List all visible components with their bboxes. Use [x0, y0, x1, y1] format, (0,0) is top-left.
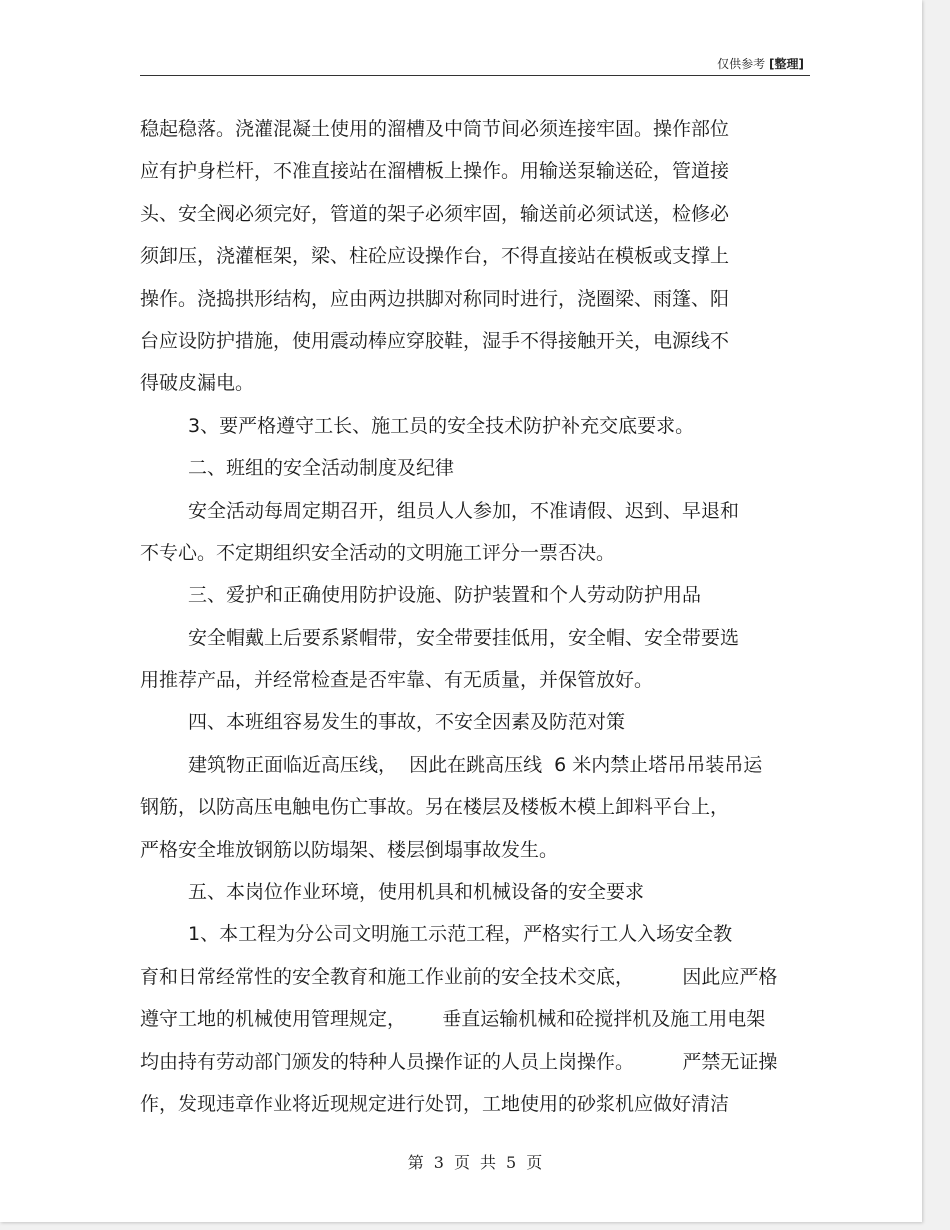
text-line: 不专心。不定期组织安全活动的文明施工评分一票否决。 — [140, 541, 616, 564]
text-line: 育和日常经常性的安全教育和施工作业前的安全技术交底， 因此应严格 — [140, 965, 778, 988]
text-line: 头、安全阀必须完好，管道的架子必须牢固，输送前必须试送，检修必 — [140, 202, 730, 225]
text-line: 建筑物正面临近高压线， 因此在跳高压线 6 米内禁止塔吊吊装吊运 — [188, 753, 763, 776]
text-line: 3、要严格遵守工长、施工员的安全技术防护补充交底要求。 — [188, 414, 695, 437]
footer-total-word: 共 — [480, 1153, 497, 1172]
text-line: 稳起稳落。浇灌混凝土使用的溜槽及中筒节间必须连接牢固。操作部位 — [140, 118, 730, 140]
text-line: 四、本班组容易发生的事故，不安全因素及防范对策 — [188, 711, 626, 734]
header-divider — [140, 75, 810, 76]
text-line: 用推荐产品，并经常检查是否牢靠、有无质量，并保管放好。 — [140, 669, 654, 692]
text-line: 1、本工程为分公司文明施工示范工程，严格实行工人入场安全教 — [188, 923, 733, 946]
text-line: 遵守工地的机械使用管理规定， 垂直运输机械和砼搅拌机及施工用电架 — [140, 1008, 766, 1031]
text-line: 得破皮漏电。 — [140, 372, 255, 395]
footer-page-word: 页 — [453, 1153, 470, 1172]
footer-current-page: 3 — [433, 1153, 444, 1172]
header-tag: [整理] — [769, 57, 804, 71]
text-line: 作，发现违章作业将近现规定进行处罚，工地使用的砂浆机应做好清洁 — [140, 1092, 730, 1115]
text-line: 五、本岗位作业环境，使用机具和机械设备的安全要求 — [188, 881, 645, 904]
text-line: 应有护身栏杆，不准直接站在溜槽板上操作。用输送泵输送砼，管道接 — [140, 160, 730, 183]
text-line: 安全帽戴上后要系紧帽带，安全带要挂低用，安全帽、安全带要选 — [188, 626, 740, 649]
text-line: 二、班组的安全活动制度及纪律 — [188, 457, 455, 480]
footer-total-pages: 5 — [506, 1153, 517, 1172]
document-body — [140, 108, 820, 1125]
text-line: 钢筋，以防高压电触电伤亡事故。另在楼层及楼板木模上卸料平台上， — [140, 796, 730, 819]
footer-prefix: 第 — [407, 1153, 424, 1172]
text-line: 安全活动每周定期召开，组员人人参加，不准请假、迟到、早退和 — [188, 499, 740, 522]
page-footer — [0, 1150, 950, 1173]
text-line: 操作。浇捣拱形结构，应由两边拱脚对称同时进行，浇圈梁、雨篷、阳 — [140, 287, 730, 310]
page-header — [717, 55, 804, 72]
text-line: 严格安全堆放钢筋以防塌架、楼层倒塌事故发生。 — [140, 838, 559, 861]
footer-suffix: 页 — [526, 1153, 543, 1172]
text-line: 台应设防护措施，使用震动棒应穿胶鞋，湿手不得接触开关，电源线不 — [140, 329, 730, 352]
header-note: 仅供参考 — [717, 57, 766, 71]
text-line: 须卸压，浇灌框架，梁、柱砼应设操作台，不得直接站在模板或支撑上 — [140, 245, 730, 268]
text-line: 均由持有劳动部门颁发的特种人员操作证的人员上岗操作。 严禁无证操 — [140, 1050, 778, 1073]
text-line: 三、爱护和正确使用防护设施、防护装置和个人劳动防护用品 — [188, 584, 702, 607]
